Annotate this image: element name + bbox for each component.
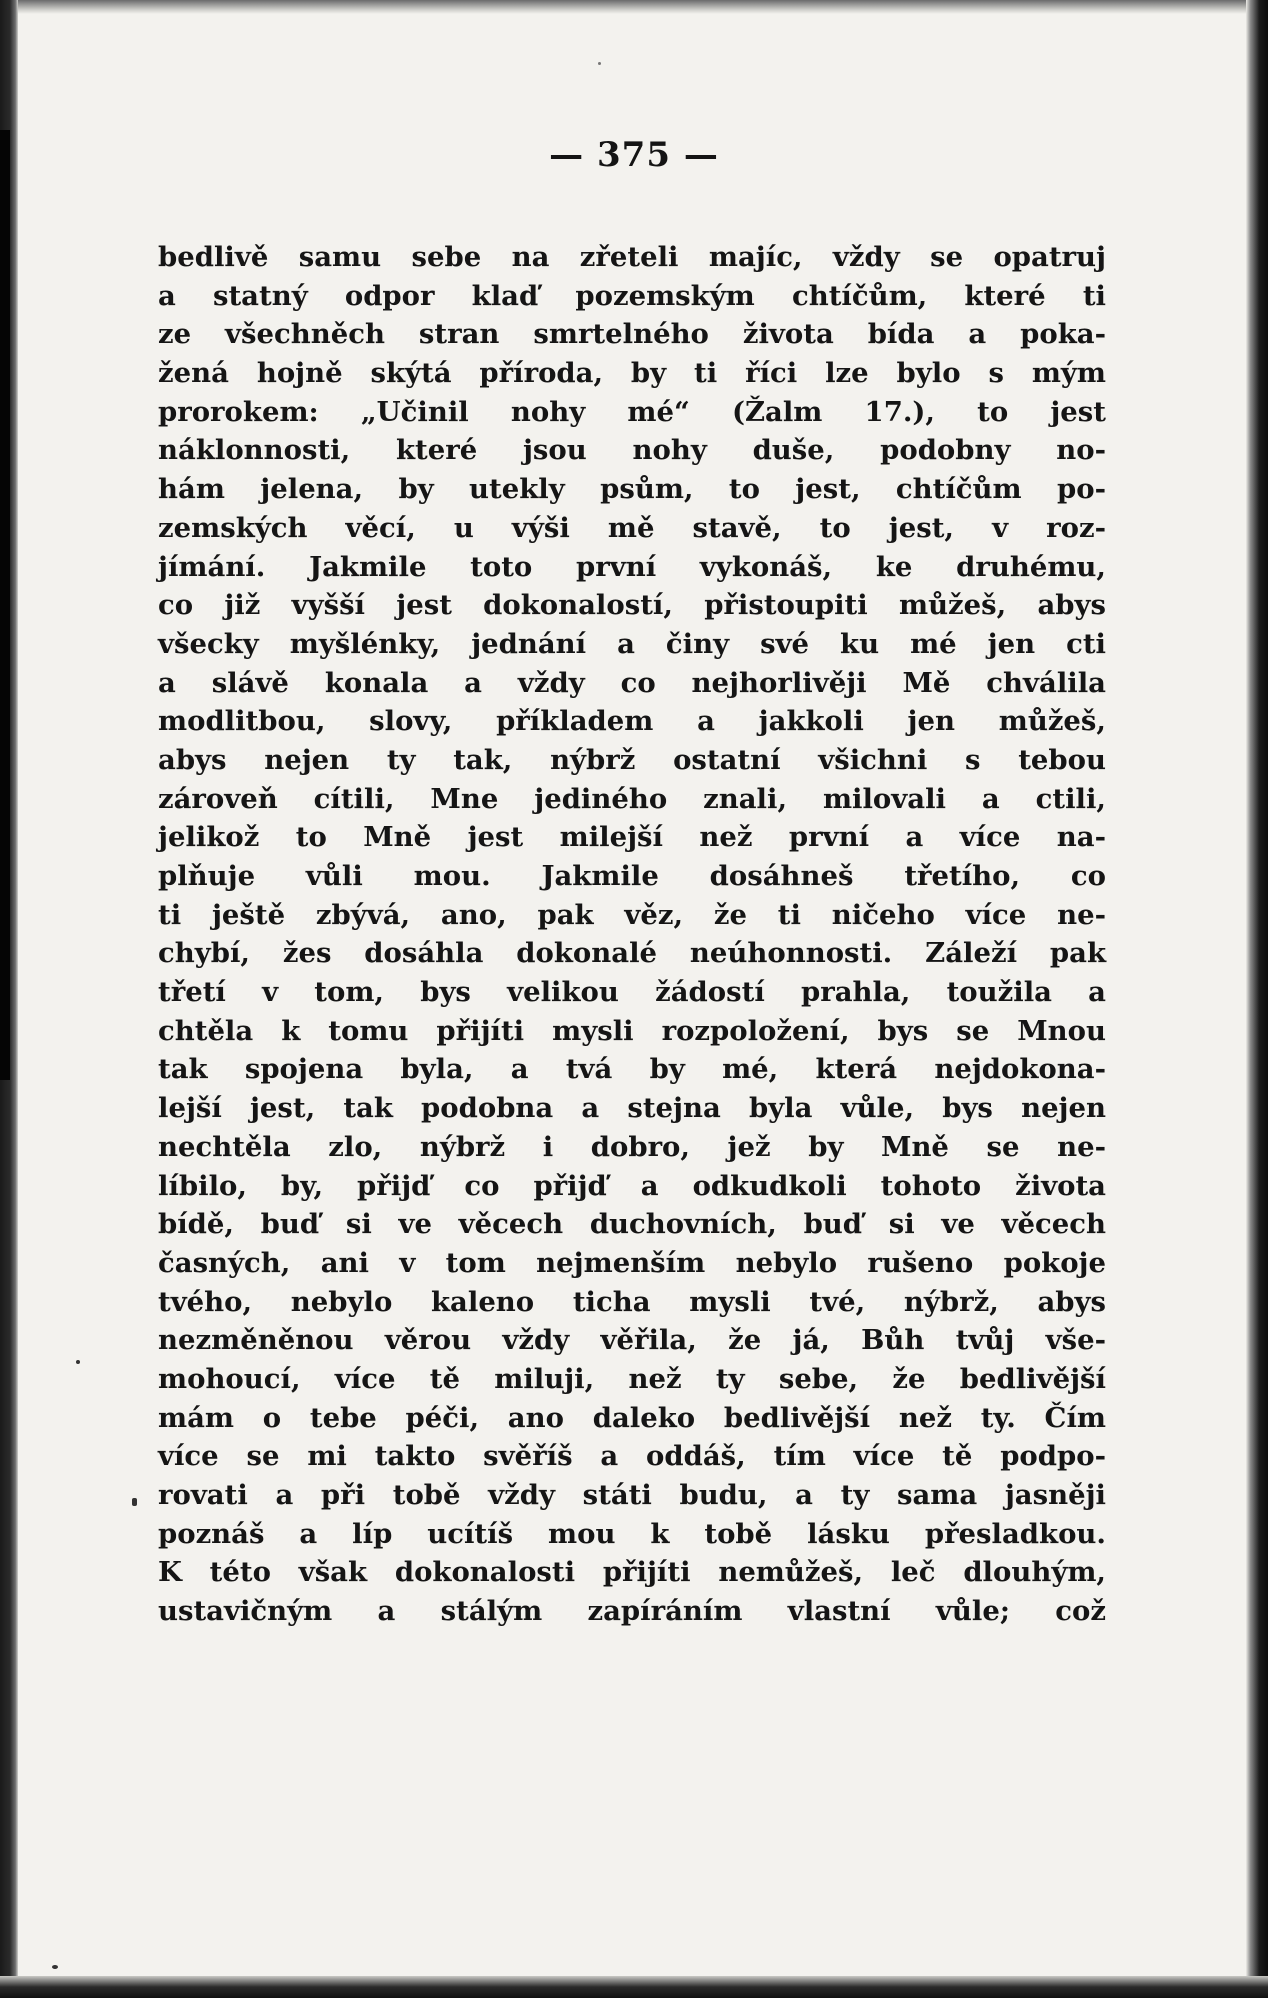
text-line: ze všechněch stran smrtelného života bída a poka- [158,318,1106,351]
page-right-shadow [1246,0,1268,1998]
text-line: ustavičným a stálým zapíráním vlastní vůle; což [158,1595,1106,1628]
text-line: jelikož to Mně jest milejší než první a více na- [158,821,1106,854]
text-line: více se mi takto svěříš a oddáš, tím více tě podpo- [158,1440,1106,1473]
page-number: — 375 — [549,135,719,175]
text-line: abys nejen ty tak, nýbrž ostatní všichni s tebou [158,743,1106,776]
text-line: rovati a při tobě vždy státi budu, a ty sama jasněji [158,1479,1106,1511]
text-line: tak spojena byla, a tvá by mé, která nejdokona- [158,1053,1106,1086]
scan-speck [52,1965,58,1969]
text-line: modlitbou, slovy, příkladem a jakkoli jen můžeš, [158,705,1106,738]
text-line: chybí, žes dosáhla dokonalé neúhonnosti. Záleží pak [158,937,1106,970]
text-line: líbilo, by, přijď co přijď a odkudkoli tohoto života [158,1169,1106,1202]
text-line: mohoucí, více tě miluji, než ty sebe, že bedlivější [158,1362,1106,1395]
text-line: žená hojně skýtá příroda, by ti říci lze bylo s mým [158,357,1106,390]
text-line: zároveň cítili, Mne jediného znali, milovali a ctili, [158,782,1106,815]
text-line: K této však dokonalosti přijíti nemůžeš, leč dlouhým, [158,1556,1106,1589]
page-top-shadow [0,0,1268,14]
scan-speck [132,1498,137,1506]
text-line: nechtěla zlo, nýbrž i dobro, jež by Mně se ne- [158,1130,1106,1163]
text-line: mám o tebe péči, ano daleko bedlivější než ty. Čím [158,1401,1106,1434]
text-line: bídě, buď si ve věcech duchovních, buď si ve věcech [158,1208,1106,1241]
book-gutter-shadow [0,130,10,1080]
text-line: časných, ani v tom nejmenším nebylo rušeno pokoje [158,1246,1106,1279]
page-bottom-shadow [0,1976,1268,1998]
text-line: lejší jest, tak podobna a stejna byla vůle, bys nejen [158,1092,1106,1125]
text-line: náklonnosti, které jsou nohy duše, podobny no- [158,434,1106,467]
scan-speck [598,62,601,65]
text-line: tvého, nebylo kaleno ticha mysli tvé, nýbrž, abys [158,1285,1106,1318]
text-line: ti ještě zbývá, ano, pak věz, že ti ničeho více ne- [158,898,1106,931]
text-line: chtěla k tomu přijíti mysli rozpoložení, bys se Mnou [158,1014,1106,1047]
text-line: bedlivě samu sebe na zřeteli majíc, vždy se opatruj [158,241,1106,273]
scan-speck [76,1360,80,1364]
text-line: prorokem: „Učinil nohy mé“ (Žalm 17.), to jest [158,395,1106,428]
text-line: co již vyšší jest dokonalostí, přistoupiti můžeš, abys [158,589,1106,622]
text-line: poznáš a líp ucítíš mou k tobě lásku přesladkou. [158,1517,1106,1550]
text-line: všecky myšlénky, jednání a činy své ku mé jen cti [158,627,1106,660]
body-text [158,238,1106,1631]
text-line: jímání. Jakmile toto první vykonáš, ke druhému, [158,550,1106,583]
text-line: plňuje vůli mou. Jakmile dosáhneš třetího, co [158,860,1106,892]
text-line: zemských věcí, u výši mě stavě, to jest, v roz- [158,511,1106,544]
text-line: a statný odpor klaď pozemským chtíčům, které ti [158,279,1106,312]
text-line: nezměněnou věrou vždy věřila, že já, Bůh tvůj vše- [158,1324,1106,1357]
text-line: a slávě konala a vždy co nejhorlivěji Mě chválila [158,666,1106,699]
text-line: třetí v tom, bys velikou žádostí prahla, toužila a [158,976,1106,1009]
text-line: hám jelena, by utekly psům, to jest, chtíčům po- [158,473,1106,506]
